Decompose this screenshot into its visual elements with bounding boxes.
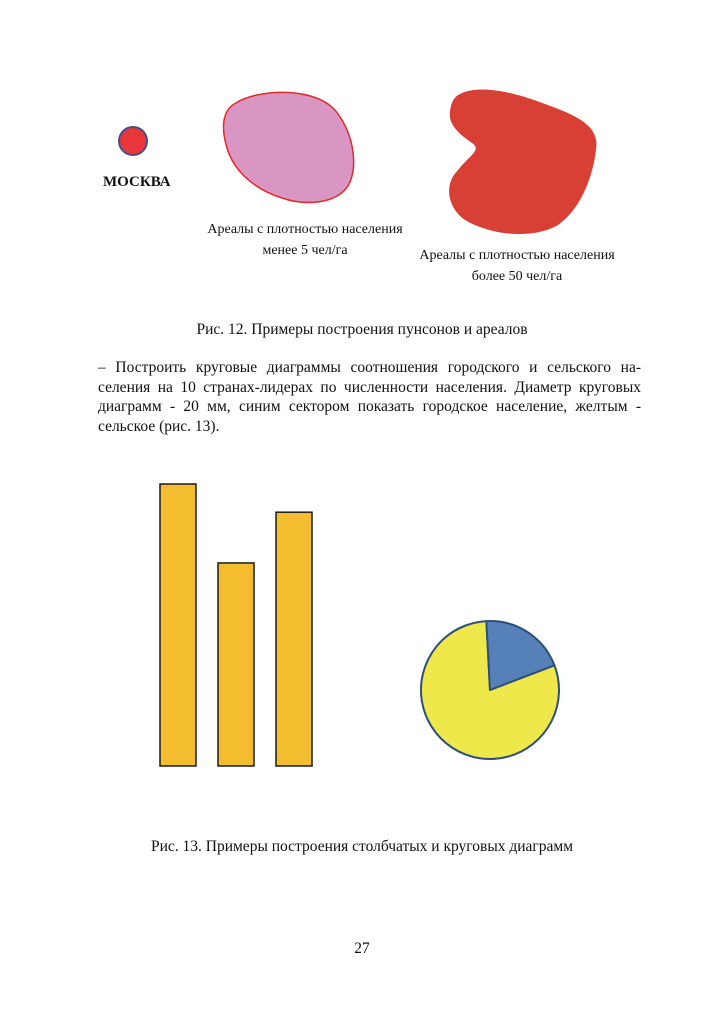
area-low-density-label-line2: менее 5 чел/га (262, 243, 348, 258)
pie-chart (421, 621, 559, 759)
area-low-density-shape (224, 92, 354, 202)
moscow-label: МОСКВА (103, 174, 171, 190)
bar-3 (276, 512, 312, 766)
area-high-density-label (392, 245, 642, 287)
paragraph-line-1: – Построить круговые диаграммы соотношения городского и сельского на- (98, 359, 641, 376)
paragraph-line-4: сельское (рис. 13). (98, 417, 220, 435)
area-high-density-label-line2: более 50 чел/га (471, 269, 563, 284)
paragraph-line-3: диаграмм - 20 мм, синим сектором показать городское население, желтым - (98, 398, 641, 415)
figure-13-caption: Рис. 13. Примеры построения столбчатых и круговых диаграмм (150, 838, 574, 855)
bar-1 (160, 484, 196, 766)
bar-chart (160, 484, 312, 766)
moscow-punson-icon (119, 127, 147, 155)
pie-slice-rural (421, 621, 559, 759)
bar-2 (218, 563, 254, 766)
area-high-density-shape (449, 89, 596, 234)
figure-12-caption: Рис. 12. Примеры построения пунсонов и ареалов (196, 321, 528, 338)
area-high-density-label-line1: Ареалы с плотностью населения (419, 248, 615, 263)
task-paragraph (98, 358, 641, 436)
page-number: 27 (354, 940, 370, 957)
paragraph-line-2: селения на 10 странах-лидерах по численности населения. Диаметр круговых (98, 378, 641, 396)
area-low-density-label-line1: Ареалы с плотностью населения (207, 222, 403, 237)
pie-slice-urban (486, 621, 554, 690)
